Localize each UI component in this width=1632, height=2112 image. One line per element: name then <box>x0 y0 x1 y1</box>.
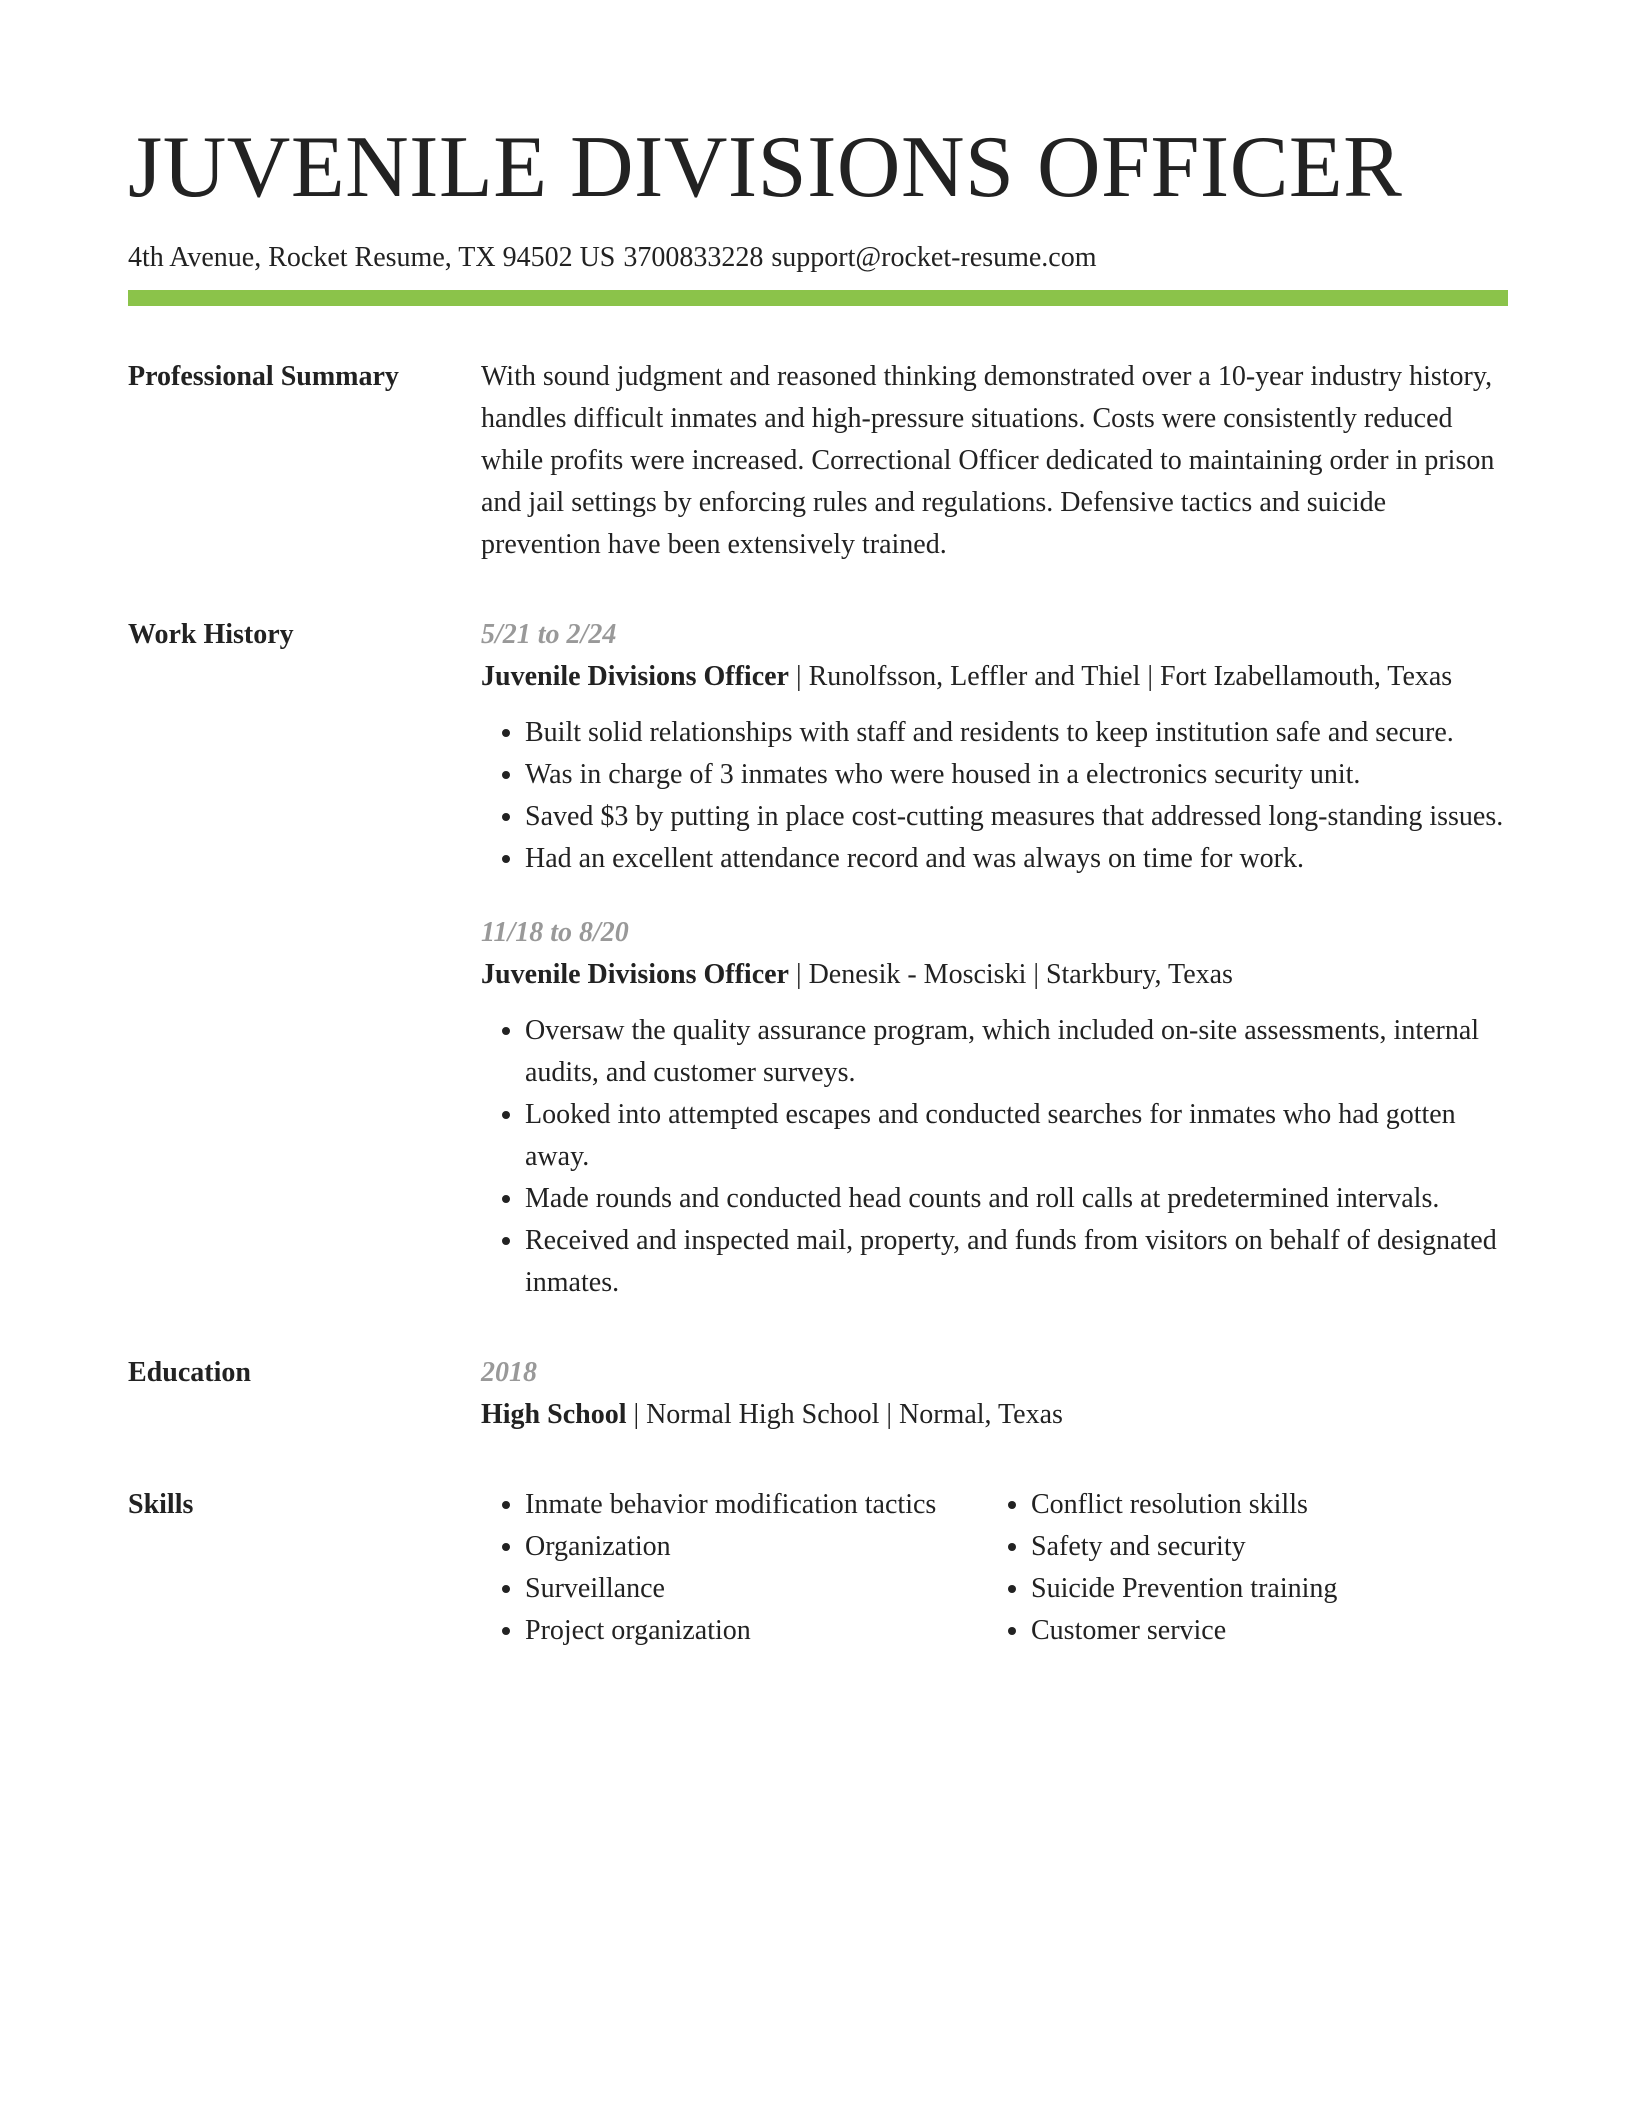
list-item: • Suicide Prevention training <box>1031 1568 1487 1610</box>
list-item: • Had an excellent attendance record and was always on time for work. <box>525 838 1508 880</box>
job-title: Juvenile Divisions Officer <box>481 661 789 692</box>
skills-list-1 <box>481 1484 987 1652</box>
list-item: • Project organization <box>525 1610 987 1652</box>
summary-text: With sound judgment and reasoned thinking demonstrated over a 10-year industry history, handles difficult inmates and high-pressure situations. Costs were consistently reduced while profits were increased. Correctional Officer dedicated to maintaining order in prison and jail settings by enforcing rules and regulations. Defensive tactics and suicide prevention have been extensively trained. <box>481 361 1495 560</box>
list-item: • Looked into attempted escapes and conducted searches for inmates who had gotten away. <box>525 1094 1508 1178</box>
list-item: • Built solid relationships with staff and residents to keep institution safe and secure. <box>525 712 1508 754</box>
job-role-line <box>481 954 1508 996</box>
job-dates: 11/18 to 8/20 <box>481 917 629 948</box>
skills-column-1 <box>481 1484 987 1652</box>
list-item: • Conflict resolution skills <box>1031 1484 1487 1526</box>
job-title: Juvenile Divisions Officer <box>481 959 789 990</box>
contact-email: support@rocket-resume.com <box>771 242 1097 273</box>
work-history-section <box>128 614 1508 1304</box>
job-bullets <box>481 1010 1508 1304</box>
contact-phone: 3700833228 <box>623 242 764 273</box>
list-item: • Safety and security <box>1031 1526 1487 1568</box>
skills-list-2 <box>987 1484 1487 1652</box>
summary-section <box>128 356 1508 566</box>
list-item: • Inmate behavior modification tactics <box>525 1484 987 1526</box>
list-item: • Made rounds and conducted head counts and roll calls at predetermined intervals. <box>525 1178 1508 1220</box>
accent-divider <box>128 290 1508 306</box>
education-body <box>481 1352 1508 1436</box>
job-role-line <box>481 656 1508 698</box>
job-entry <box>481 912 1508 1304</box>
job-bullets <box>481 712 1508 880</box>
list-item: • Saved $3 by putting in place cost-cutting measures that addressed long-standing issues. <box>525 796 1508 838</box>
skills-column-2 <box>987 1484 1487 1652</box>
resume-page <box>128 118 1508 1652</box>
work-history-label: Work History <box>128 619 294 650</box>
list-item: • Surveillance <box>525 1568 987 1610</box>
work-history-body <box>481 614 1508 1304</box>
education-line <box>481 1394 1508 1436</box>
education-year: 2018 <box>481 1357 537 1388</box>
education-details: | Normal High School | Normal, Texas <box>626 1399 1063 1430</box>
contact-address: 4th Avenue, Rocket Resume, TX 94502 US <box>128 242 616 273</box>
job-details: | Denesik - Mosciski | Starkbury, Texas <box>788 959 1233 990</box>
education-degree: High School <box>481 1399 627 1430</box>
job-details: | Runolfsson, Leffler and Thiel | Fort Izabellamouth, Texas <box>788 661 1453 692</box>
skills-label: Skills <box>128 1489 194 1520</box>
job-entry <box>481 614 1508 880</box>
list-item: • Organization <box>525 1526 987 1568</box>
education-section <box>128 1352 1508 1436</box>
list-item: • Customer service <box>1031 1610 1487 1652</box>
list-item: • Oversaw the quality assurance program, which included on-site assessments, internal audits, and customer surveys. <box>525 1010 1508 1094</box>
list-item: • Received and inspected mail, property, and funds from visitors on behalf of designated inmates. <box>525 1220 1508 1304</box>
summary-label: Professional Summary <box>128 361 399 392</box>
education-label: Education <box>128 1357 251 1388</box>
job-dates: 5/21 to 2/24 <box>481 619 617 650</box>
candidate-name: JUVENILE DIVISIONS OFFICER <box>128 119 1403 216</box>
skills-body <box>481 1484 1508 1652</box>
list-item: • Was in charge of 3 inmates who were housed in a electronics security unit. <box>525 754 1508 796</box>
skills-section <box>128 1484 1508 1652</box>
contact-line <box>128 240 1508 276</box>
